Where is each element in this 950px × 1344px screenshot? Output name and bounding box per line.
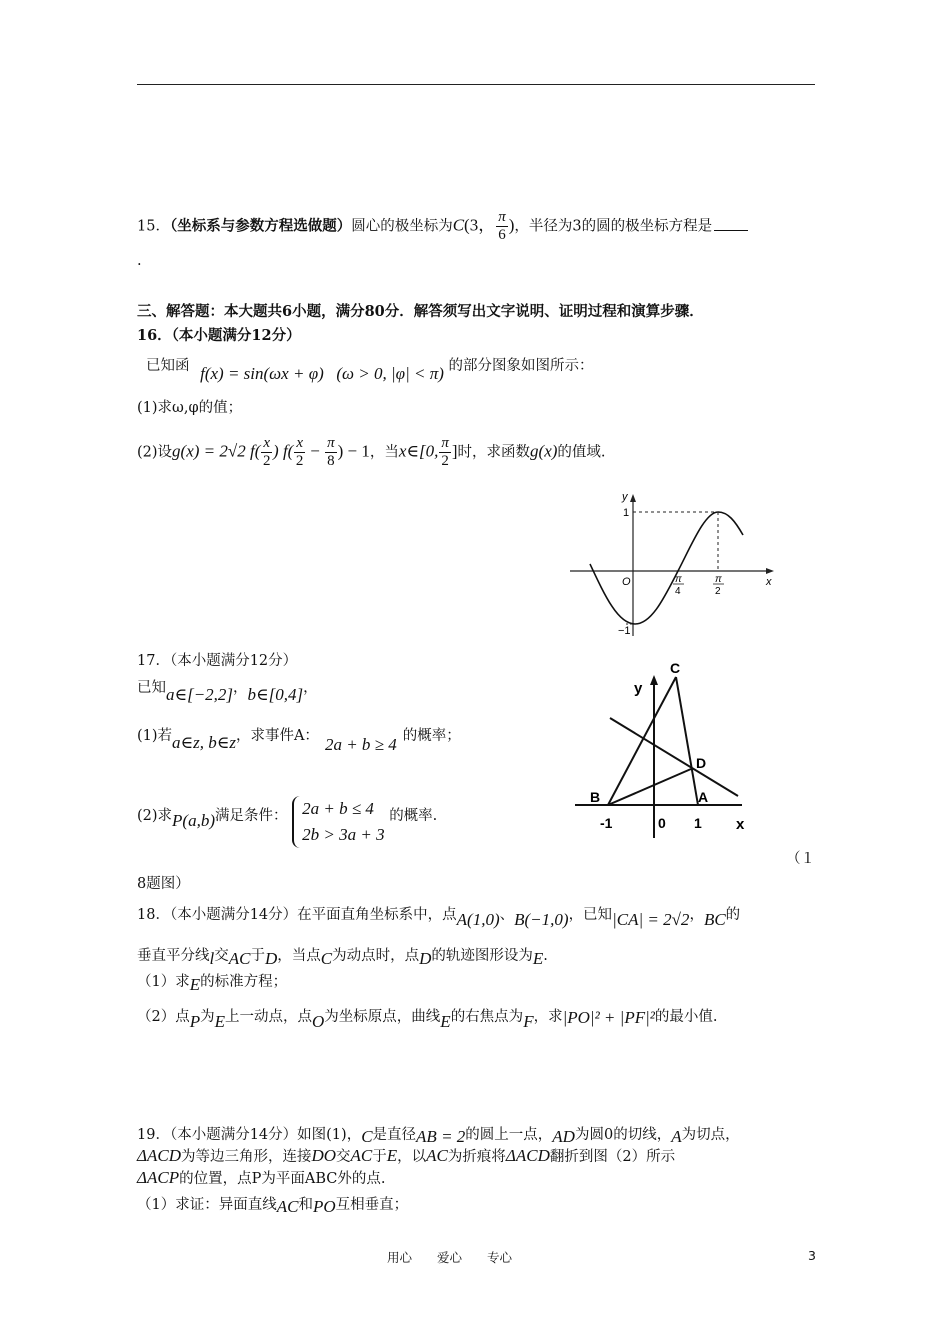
q17-p1a: (1)若 xyxy=(137,728,173,744)
q18-A: A(1,0) xyxy=(456,910,500,929)
q15-p2: ) xyxy=(508,215,515,235)
q17-s1: 2a + b ≤ 4 xyxy=(302,799,374,818)
q17-ineq: 2a + b ≥ 4 xyxy=(324,735,397,754)
q19-l2d: ，以 xyxy=(397,1149,427,1165)
q18-E4: E xyxy=(440,1012,451,1031)
q15-tag: （坐标系与参数方程选做题） xyxy=(169,217,352,235)
q18-l2e: 为动点时，点 xyxy=(332,948,420,964)
q18-head: 18．（本小题满分14分）在平面直角坐标系中，点 xyxy=(137,907,457,923)
q15-six: 6 xyxy=(498,227,506,243)
q15-line xyxy=(137,210,817,243)
q18-D2: D xyxy=(419,949,432,968)
q18-p2a: （2）点 xyxy=(137,1009,190,1025)
q17-tick-neg1: -1 xyxy=(600,815,613,831)
q16-close: ] xyxy=(451,441,458,461)
q16-neg1-label: −1 xyxy=(618,625,631,637)
q19-part1 xyxy=(137,1193,817,1216)
footer-motto: 用心 爱心 专心 xyxy=(387,1250,513,1265)
q18-part2 xyxy=(137,1005,817,1031)
q17-p2a: (2)求 xyxy=(137,808,173,824)
q17-p2c: 的概率. xyxy=(389,808,438,824)
q19-line2 xyxy=(137,1145,817,1168)
q16-two: 2 xyxy=(262,453,271,469)
q16-pi: π xyxy=(327,435,335,451)
q17-label-x: x xyxy=(736,816,745,833)
q15-c: C xyxy=(452,215,465,235)
q19-C: C xyxy=(361,1127,373,1146)
q17-y-arrow xyxy=(650,675,658,685)
q16-p2a: (2)设 xyxy=(137,444,173,461)
q19-p1c: 互相垂直； xyxy=(335,1197,409,1213)
q19-l1c: 的圆上一点， xyxy=(465,1127,553,1143)
q19-AC3: AC xyxy=(276,1197,299,1216)
q19-A: A xyxy=(671,1127,682,1146)
q18-l2d: ，当点 xyxy=(277,948,321,964)
q19-ACD: ΔACD xyxy=(137,1146,181,1165)
q15-text2: ，半径为3的圆的极坐标方程是 xyxy=(514,218,713,235)
q18-P: P xyxy=(189,1012,201,1031)
fig18-caption-a: （１ xyxy=(786,851,815,867)
q18-BC: BC xyxy=(703,910,726,929)
q18-l: l xyxy=(209,949,215,968)
q16-tail: 的部分图象如图所示： xyxy=(448,358,594,374)
q19-l1a: 19．（本小题满分14分）如图(1)， xyxy=(137,1127,362,1143)
q15-pi: π xyxy=(498,209,506,225)
q16-xin: x∈[0, xyxy=(398,441,439,461)
q16-when: ，当 xyxy=(369,444,399,461)
q18-O: O xyxy=(312,1012,325,1031)
q16-sine-curve xyxy=(590,512,743,624)
q17-p2b: 满足条件： xyxy=(215,808,288,824)
q19-AC2: AC xyxy=(426,1146,448,1165)
section-3-heading: 三、解答题：本大题共6小题，满分80分．解答须写出文字说明、证明过程和演算步骤． xyxy=(137,303,704,320)
q15-frac xyxy=(496,210,508,243)
q16-end: ) − 1 xyxy=(337,441,370,461)
q15-text: 圆心的极坐标为 xyxy=(351,218,453,235)
q18-l2b: 交 xyxy=(214,948,229,964)
q19-l2c: 于 xyxy=(372,1149,387,1165)
q17-line-ca xyxy=(676,677,698,805)
q19-l2a: 为等边三角形，连接 xyxy=(180,1149,312,1165)
q18-l2c: 于 xyxy=(250,948,265,964)
q19-p1b: 和 xyxy=(298,1197,313,1213)
q16-frac-pi2 xyxy=(439,436,451,469)
q15-number: 15． xyxy=(137,218,170,235)
q18-dot: . xyxy=(543,948,548,964)
q18-p2g: 的最小值. xyxy=(654,1009,718,1025)
q19-l1d: 为圆0的切线， xyxy=(574,1127,672,1143)
q17-heading: 17．（本小题满分12分） xyxy=(137,653,298,669)
q16-minus: − xyxy=(306,441,325,461)
q17-b: b∈[0,4] xyxy=(247,685,304,704)
q18-p2e: 的右焦点为 xyxy=(450,1009,524,1025)
q16-pi4-den: 4 xyxy=(675,586,681,597)
q16-part1 xyxy=(137,397,817,419)
q18-C: C xyxy=(320,949,333,968)
q19-l3: 的位置，点P为平面ABC外的点. xyxy=(179,1171,386,1187)
q19-l1b: 是直径 xyxy=(372,1127,417,1143)
q17-label-a: A xyxy=(698,789,709,805)
q16-pi2: π xyxy=(441,435,449,451)
q16-x-arrow xyxy=(766,568,774,574)
q19-AD: AD xyxy=(552,1127,575,1146)
q19-l1e: 为切点， xyxy=(681,1127,740,1143)
q18-t2: ， xyxy=(689,907,704,923)
q18-p2d: 为坐标原点，曲线 xyxy=(324,1009,441,1025)
q16-pi2-num: π xyxy=(715,574,722,585)
q18-p2f: ，求 xyxy=(533,1009,563,1025)
q19-line3 xyxy=(137,1167,817,1190)
q17-sep2: ， xyxy=(303,680,318,696)
q16-given xyxy=(146,354,826,383)
q18-l2a: 垂直平分线 xyxy=(137,948,210,964)
q16-tail2: 时，求函数 xyxy=(457,444,531,461)
q16-given-text: 已知函 xyxy=(146,358,190,374)
q19-AB: AB = 2 xyxy=(416,1127,466,1146)
q17-given-text: 已知 xyxy=(137,680,166,696)
q17-label-c: C xyxy=(670,660,681,676)
q17-label-b: B xyxy=(590,789,601,805)
q15-blank xyxy=(714,216,748,231)
q19-line1 xyxy=(137,1123,817,1146)
q17-label-y: y xyxy=(634,680,643,697)
q18-F: F xyxy=(523,1012,534,1031)
q19-l2f: 翻折到图（2）所示 xyxy=(549,1149,676,1165)
q18-part1 xyxy=(137,970,817,993)
q16-pi2-den: 2 xyxy=(715,586,721,597)
q17-line-bd xyxy=(608,769,691,805)
q17-s2: 2b > 3a + 3 xyxy=(302,825,385,844)
q19-ACD2: ΔACD xyxy=(505,1146,550,1165)
q19-l2e: 为折痕将 xyxy=(447,1149,506,1165)
q19-l2b: 交 xyxy=(336,1149,351,1165)
q16-one-label: 1 xyxy=(623,507,630,519)
q18-p1a: （1）求 xyxy=(137,974,190,990)
q17-p1b: ，求事件A： xyxy=(235,728,319,744)
q16-frac-x2b xyxy=(294,436,305,469)
q17-region-graph xyxy=(570,660,760,840)
q16-heading: 16．（本小题满分12分） xyxy=(137,327,301,344)
q19-DO: DO xyxy=(311,1146,337,1165)
q17-label-d: D xyxy=(696,755,707,771)
q18-AC: AC xyxy=(228,949,251,968)
q16-func: f(x) = sin(ωx + φ) xyxy=(200,364,324,383)
fig18-caption-b: 8题图） xyxy=(137,876,190,892)
q18-D: D xyxy=(264,949,278,968)
q18-E3: E xyxy=(214,1012,226,1031)
q18-line2 xyxy=(137,944,817,967)
q17-tick-zero: 0 xyxy=(658,815,666,831)
q16-x2: x xyxy=(296,435,303,451)
q17-p1c: a∈z, b∈z xyxy=(172,733,236,752)
q18-sep: 、 xyxy=(499,907,515,923)
q18-CA: |CA| = 2√2 xyxy=(612,910,690,929)
q17-pab: P(a,b) xyxy=(172,811,216,830)
q18-E: E xyxy=(532,949,544,968)
q18-p2c: 上一动点，点 xyxy=(225,1009,313,1025)
q16-x-label: x xyxy=(766,576,772,588)
q16-y-label: y xyxy=(622,491,628,503)
q16-origin-label: O xyxy=(622,576,631,588)
q19-AC: AC xyxy=(350,1146,373,1165)
q16-mid: ) f( xyxy=(273,441,294,461)
q16-frac-pi8 xyxy=(325,436,337,469)
q16-frac-x2 xyxy=(261,436,272,469)
q18-t3: 的 xyxy=(725,907,741,923)
q16-g: g(x) = 2√2 f( xyxy=(172,441,261,461)
q16-tail3: 的值域. xyxy=(557,444,606,461)
q16-two3: 2 xyxy=(441,453,449,469)
page-number: 3 xyxy=(808,1248,816,1263)
q15-p1: (3， xyxy=(464,215,496,235)
q17-a: a∈[−2,2] xyxy=(166,685,234,704)
q16-sine-graph xyxy=(560,488,785,643)
q18-p2b: 为 xyxy=(200,1009,215,1025)
q19-p1a: （1）求证：异面直线 xyxy=(137,1197,277,1213)
q17-p1d: 的概率； xyxy=(402,728,461,744)
q16-eight: 8 xyxy=(327,453,335,469)
q16-part1-text: (1)求ω,φ的值； xyxy=(137,400,243,416)
q17-sep: ， xyxy=(233,680,248,696)
q16-gx: g(x) xyxy=(530,441,558,461)
q15-dot: . xyxy=(137,253,142,269)
q18-p1b: 的标准方程； xyxy=(200,974,288,990)
q16-y-arrow xyxy=(630,494,636,502)
q17-bisector xyxy=(610,718,738,796)
q17-tick-one: 1 xyxy=(694,815,702,831)
q18-t1: ，已知 xyxy=(568,907,613,923)
q16-two2: 2 xyxy=(295,453,304,469)
q17-system xyxy=(292,796,384,848)
q18-E2: E xyxy=(189,975,201,994)
q18-B: B(−1,0) xyxy=(514,910,569,929)
q19-E: E xyxy=(386,1146,398,1165)
q16-part2 xyxy=(137,436,817,469)
q16-pi4-num: π xyxy=(675,574,682,585)
header-rule xyxy=(137,84,815,85)
q19-ACP: ΔACP xyxy=(137,1168,180,1187)
q18-l2f: 的轨迹图形设为 xyxy=(431,948,533,964)
q19-PO: PO xyxy=(312,1197,336,1216)
q16-x: x xyxy=(263,435,271,451)
q16-cond: (ω > 0, |φ| < π) xyxy=(336,364,444,383)
q18-line1 xyxy=(137,903,817,929)
q18-PO: |PO|² + |PF|² xyxy=(562,1008,655,1027)
